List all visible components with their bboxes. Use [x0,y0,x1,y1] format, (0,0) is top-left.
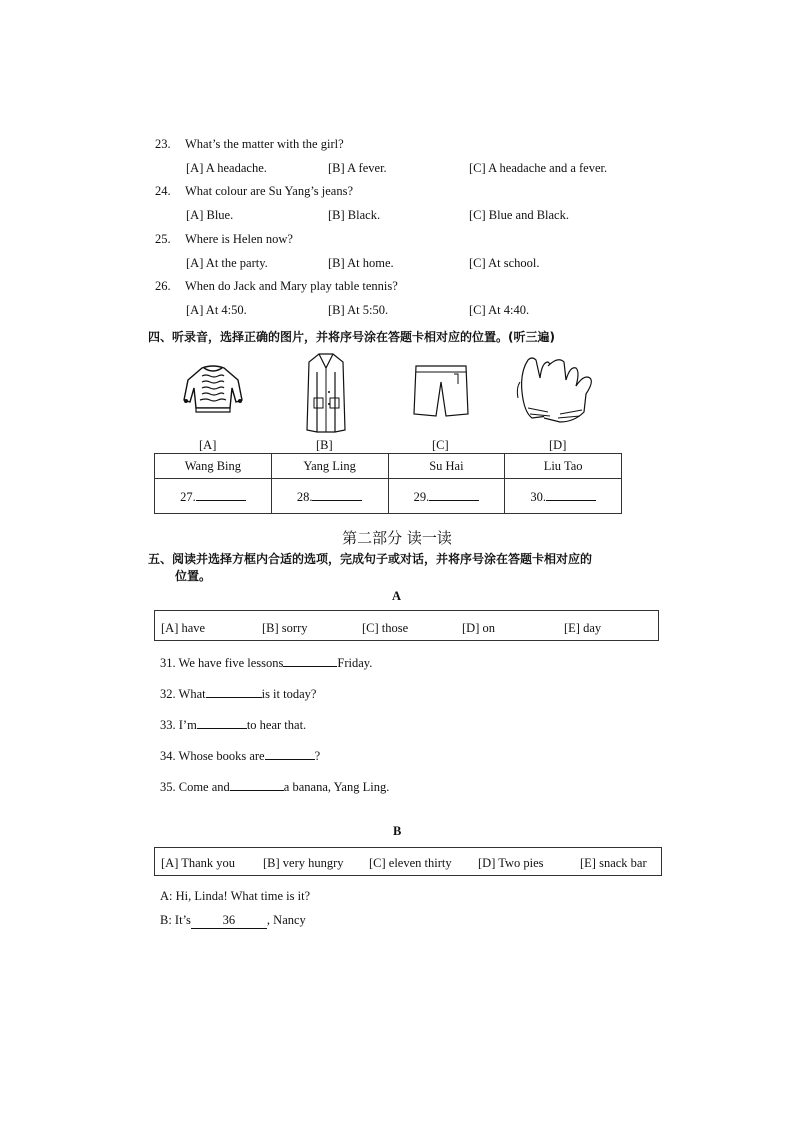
word-option: [C] eleven thirty [369,856,452,870]
sentence-end: a banana, Yang Ling. [283,780,390,794]
sweater-image [180,362,246,416]
sentence-end: ? [314,749,321,763]
gloves-image [514,352,600,426]
question-text: When do Jack and Mary play table tennis? [185,279,398,293]
sentence-start: 35. Come and [160,780,230,794]
image-label-b: [B] [316,438,333,452]
option-c: [C] Blue and Black. [469,208,569,222]
blank-number: 28. [296,489,313,504]
section5-title-line1: 五、阅读并选择方框内合适的选项，完成句子或对话，并将序号涂在答题卡相对应的 [148,552,593,566]
dialogue-line-b [160,913,306,929]
option-c: [C] A headache and a fever. [469,161,608,175]
question-23 [155,137,344,152]
question-25 [155,232,293,247]
option-a: [A] At 4:50. [186,303,247,317]
question-text: What’s the matter with the girl? [185,137,344,151]
sentence-start: 34. Whose books are [160,749,265,763]
image-label-d: [D] [549,438,567,452]
option-a: [A] Blue. [186,208,234,222]
question-35 [160,778,389,795]
part2-title: 第二部分 读一读 [342,529,452,547]
answer-blank[interactable] [197,716,247,729]
blank-number: 27. [180,489,196,504]
option-a: [A] A headache. [186,161,267,175]
option-b: [B] Black. [328,208,381,222]
name-cell: Wang Bing [155,454,272,479]
answer-blank[interactable] [546,488,596,501]
question-26 [155,279,398,294]
sentence-start: 33. I’m [160,718,197,732]
word-option: [D] Two pies [478,856,544,870]
option-b: [B] A fever. [328,161,387,175]
image-label-c: [C] [432,438,449,452]
part-a-label: A [392,589,402,603]
question-31 [160,654,372,671]
dialogue-line-a: A: Hi, Linda! What time is it? [160,889,311,903]
question-number: 23. [155,137,171,151]
option-b: [B] At home. [328,256,394,270]
part-b-label: B [393,824,402,838]
answer-table [154,453,622,514]
word-box-b [154,847,662,876]
answer-blank[interactable] [265,747,315,760]
question-number: 24. [155,184,171,198]
name-cell: Liu Tao [505,454,622,479]
sentence-start: 32. What [160,687,206,701]
coat-image [305,352,347,434]
word-option: [A] have [161,621,206,635]
dialogue-end: , Nancy [266,913,306,927]
word-option: [E] day [564,621,602,635]
answer-cell [505,479,622,514]
option-a: [A] At the party. [186,256,268,270]
sentence-end: to hear that. [246,718,307,732]
sentence-end: is it today? [261,687,317,701]
word-option: [B] sorry [262,621,308,635]
answer-cell [155,479,272,514]
section4-title: 四、听录音，选择正确的图片，并将序号涂在答题卡相对应的位置。(听三遍) [148,330,555,344]
question-text: What colour are Su Yang’s jeans? [185,184,354,198]
name-cell: Yang Ling [271,454,388,479]
question-24 [155,184,353,199]
dialogue-start: B: It’s [160,913,191,927]
word-option: [C] those [362,621,409,635]
question-number: 26. [155,279,171,293]
question-text: Where is Helen now? [185,232,293,246]
answer-blank-36[interactable]: 36 [191,913,267,929]
answer-cell [271,479,388,514]
question-33 [160,716,306,733]
option-b: [B] At 5:50. [328,303,389,317]
answer-blank[interactable] [230,778,284,791]
word-option: [A] Thank you [161,856,236,870]
option-c: [C] At school. [469,256,540,270]
answer-blank[interactable] [312,488,362,501]
word-option: [D] on [462,621,495,635]
blank-number: 29. [413,489,430,504]
option-c: [C] At 4:40. [469,303,530,317]
answer-blank[interactable] [283,654,337,667]
blank-number: 30. [530,489,546,504]
sentence-start: 31. We have five lessons [160,656,284,670]
answer-cell [388,479,505,514]
question-number: 25. [155,232,171,246]
answer-blank[interactable] [206,685,262,698]
section5-title-line2: 位置。 [175,569,212,583]
word-option: [E] snack bar [580,856,647,870]
question-32 [160,685,316,702]
name-cell: Su Hai [388,454,505,479]
answer-blank[interactable] [196,488,246,501]
word-option: [B] very hungry [263,856,344,870]
question-34 [160,747,320,764]
answer-blank[interactable] [429,488,479,501]
word-box-a [154,610,659,641]
shorts-image [412,362,470,418]
image-label-a: [A] [199,438,217,452]
sentence-end: Friday. [337,656,373,670]
